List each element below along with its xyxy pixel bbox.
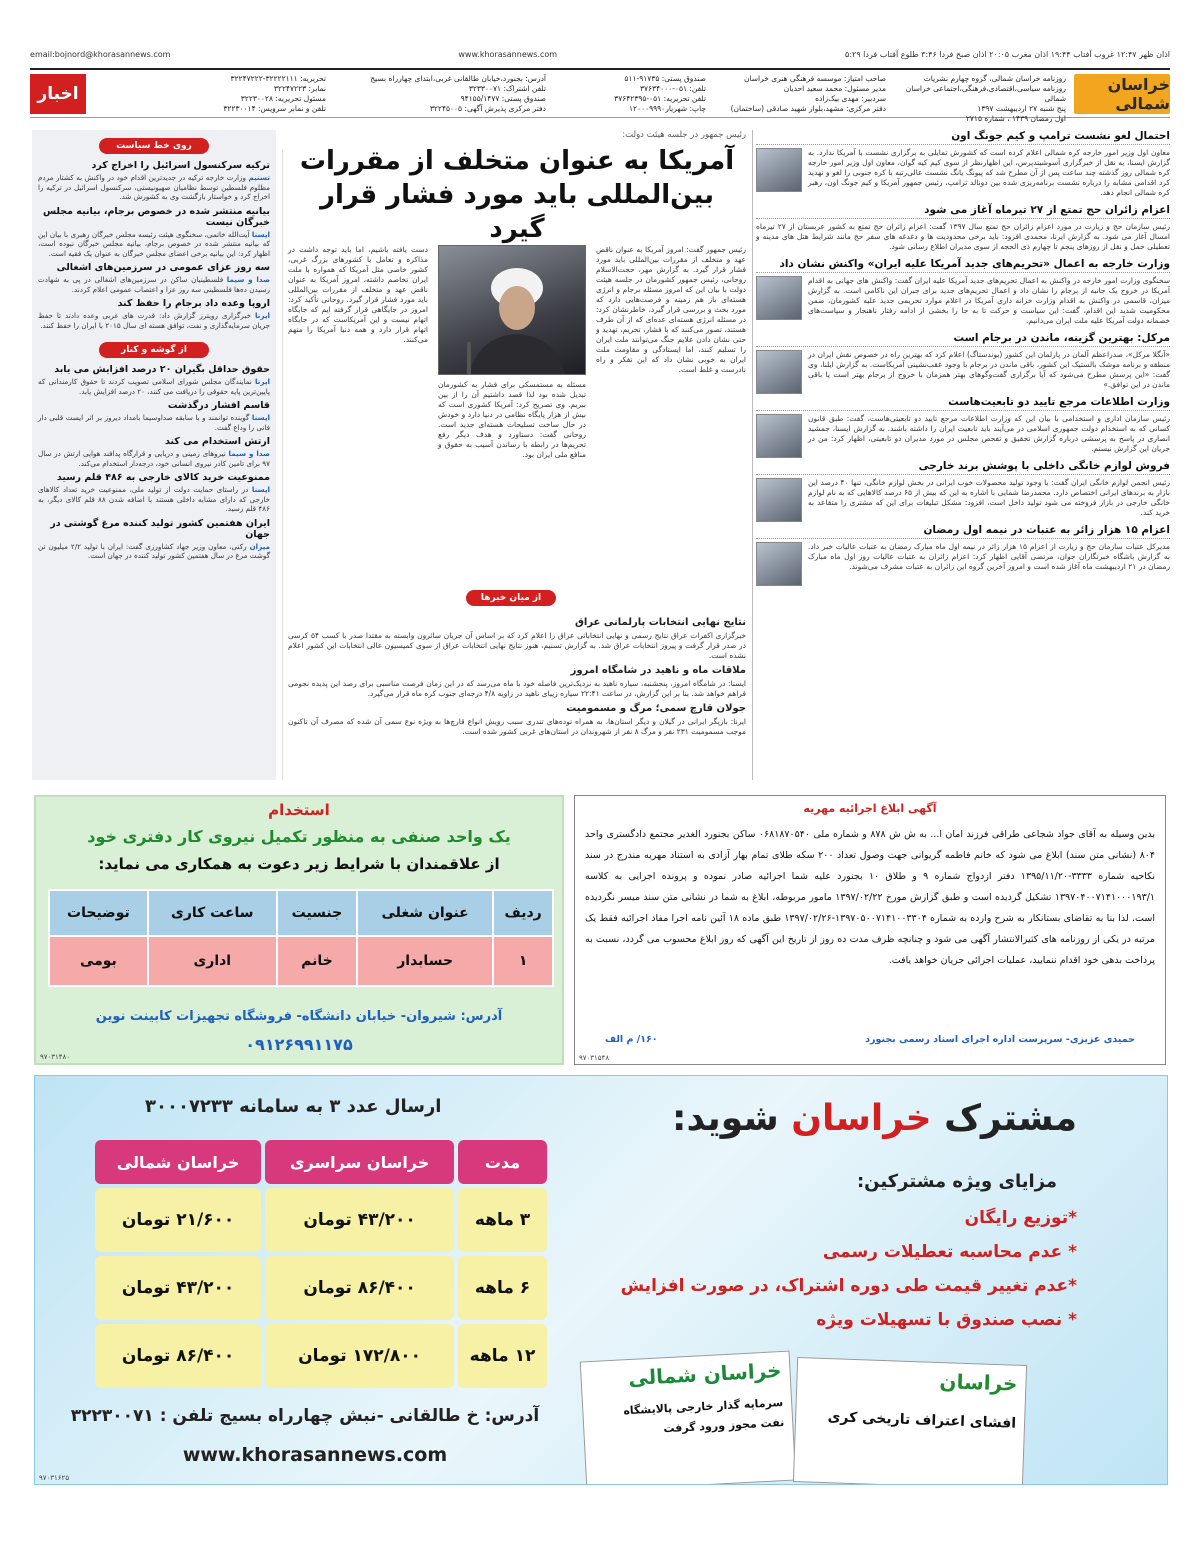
lead-body-mid: مسئله به مستمسکی برای فشار به کشورمان تبدیل شده بود لذا قصد داشتیم آن را از بین ببریم. وی تصریح کرد: آمریکا کشوری است که بیش از هزار پایگاه نظامی در دنیا دارد و خودش در حال ساخت تسلیحات هسته‌ای جدید است. روحانی گفت: دستاورد و هدف دیگر رفع تحریم‌ها در رابطه با رساندن آسیب به حقوق و منافع ملی ایران بود. [438, 380, 586, 459]
brief-item [32, 472, 276, 518]
news-body [756, 276, 1170, 326]
top-site[interactable]: www.khorasannews.com [458, 50, 558, 59]
news-photo [756, 478, 802, 522]
brief-text: گوینده توانمند و با سابقه صداوسیما بامداد دیروز بر اثر ایست قلبی دار فانی را وداع گفت. [38, 413, 270, 432]
brief-item [32, 518, 276, 565]
hiring-ad [34, 795, 564, 1065]
news-body [756, 350, 1170, 390]
news-body-text: «آنگلا مرکل»، صدراعظم آلمان در پارلمان این کشور (بوندستاگ) اعلام کرد که بهترین راه در خصوص نقش ایران در منطقه و برنامه موشک بالستیک این کشور، باقی ماندن در برجام با وجود عقب‌نشینی آمریکاست. به گزارش ایلنا، وی گفت: «این پرسش مطرح می‌شود که آیا برگزاری گفت‌وگوهای بهتر همزمان با خروج از برجام بهتر است یا باقی ماندن در این توافق.» [808, 350, 1170, 389]
price-cell: ۸۶/۴۰۰ تومان [265, 1256, 454, 1320]
news-body-text: رئیس سازمان اداری و استخدامی با بیان این که وزارت اطلاعات مرجع تایید دو تابعیتی‌هاست، گفت: طبق قانون کسانی که به استخدام دولت جمهوری اسلامی در می‌آیند باید تابعیت ایران را داشته باشند. به گزارش ایسنا، جمشید انصاری در پاسخ به پرسشی درباره گزارش تحقیق و تفحص مجلس در مورد مدیران دو تابعیتی، اظهار کرد: من در جریان این گزارش نیستم. [808, 414, 1170, 453]
hiring-address: آدرس: شیروان- خیابان دانشگاه- فروشگاه تجهیزات کابینت نوین [95, 1009, 503, 1024]
news-item [756, 332, 1170, 390]
brief-source: ایرنا [254, 377, 270, 386]
brief-title[interactable]: حقوق حداقل بگیران ۲۰ درصد افزایش می یابد [54, 364, 270, 375]
notice-title: آگهی ابلاغ اجرائیه مهریه [803, 802, 937, 815]
brief-item [32, 298, 276, 334]
subscription-website[interactable]: www.khorasannews.com [182, 1444, 448, 1466]
lead-headline[interactable]: آمریکا به عنوان متخلف از مقررات بین‌المللی باید مورد فشار قرار گیرد [299, 146, 735, 244]
hiring-header: ردیف [493, 890, 553, 936]
hiring-cell: خانم [277, 936, 357, 986]
brief-body [38, 449, 270, 468]
paper-head: خراسان شمالی [627, 1358, 783, 1391]
brief-title[interactable]: بیانیه منتشر شده در خصوص برجام، بیانیه مجلس خبرگان نیست [42, 205, 270, 228]
benefit-item: * عدم محاسبه تعطیلات رسمی [822, 1242, 1077, 1262]
hiring-header: ساعت کاری [148, 890, 277, 936]
news-body [756, 542, 1170, 572]
brief-source: ایسنا [251, 229, 270, 239]
brief-body [38, 542, 270, 561]
masthead-info-4: آدرس: بجنورد،خیابان طالقانی غربی،ابتدای چهارراه بسیج تلفن اشتراک: ۳۲۳۳۰۰۷۱ صندوق پستی: ۹۴۱۵۵/۱۴۷۷ دفتر مرکزی پذیرش آگهی: ۳۲۲۴۵۰۰۵ [370, 74, 546, 113]
midnews-body: ایرنا: بازیگر ایرانی در گیلان و دیگر استان‌ها، به همراه توده‌های تندری سبب رویش انواع قارچ‌ها به ویژه نوع سمی آن شده که مصرف آن تاکنون موجب مسمومیت ۲۳۱ نفر و مرگ ۸ نفر از شهروندان در استان‌های غربی کشور شده است. [288, 717, 746, 736]
top-info-bar [30, 50, 1170, 66]
brief-text: وزارت خارجه ترکیه در جدیدترین اقدام خود در واکنش به کشتار مردم مظلوم فلسطین توسط نظامیان صهیونیستی، سرکنسول اسرائیل در ترکیه را اخراج کرد و خواستار بازگشت وی به کشورش شد. [38, 173, 270, 201]
brief-text: خبرگزاری رویترز گزارش داد: قدرت های غربی وعده دادند تا حفظ جریان سرمایه‌گذاری و نفت، توافق هسته ای سال ۲۰۱۵ با ایران را حفظ کنند. [38, 311, 270, 330]
price-cell: ۱۷۲/۸۰۰ تومان [265, 1324, 454, 1388]
news-body [756, 222, 1170, 252]
paper-headline: نفت مجوز ورود گرفت [663, 1415, 785, 1436]
news-item [756, 258, 1170, 326]
masthead [30, 68, 1170, 123]
news-body [756, 414, 1170, 454]
midnews-body: خبرگزاری اکفرات عراق نتایج رسمی و نهایی انتخاباتی عراق را اعلام کرد که بر اساس آن جریان سائرون وابسته به مقتدا صدر با کسب ۵۴ کرسی در صدر قرار گرفت و پیروز انتخابات عراق شد. به گزارش تسنیم، هنوز نتایج نهایی انتخابات عراق از سوی کمیسیون عالی انتخابات این کشور اعلام نشده است. [288, 631, 746, 660]
price-cell: ۲۱/۶۰۰ تومان [95, 1188, 261, 1252]
brief-item [32, 262, 276, 298]
news-photo [756, 414, 802, 458]
price-cell: ۳ ماهه [458, 1188, 547, 1252]
news-item [756, 204, 1170, 252]
price-header: مدت [458, 1140, 547, 1184]
paper-headline: افشای اعتراف تاریخی کری [827, 1409, 1017, 1432]
price-header: خراسان سراسری [265, 1140, 454, 1184]
right-news-column [756, 130, 1170, 780]
brief-source: ایرنا [254, 311, 270, 320]
hiring-line-2: از علاقمندان با شرایط زیر دعوت به همکاری می نماید: [98, 855, 500, 873]
column-divider [752, 130, 753, 780]
price-cell: ۸۶/۴۰۰ تومان [95, 1324, 261, 1388]
paper-headline: سرمایه گذار خارجی پالایشگاه [623, 1396, 784, 1418]
notice-signature-row [605, 1034, 1135, 1045]
brief-text: آیت‌الله خاتمی، سخنگوی هیئت رئیسه مجلس خبرگان رهبری با بیان این که بیانیه منتشر شده در خصوص برجام، بیانیه مجلس خبرگان نبوده است، اظهار کرد: این بیانیه برخی اعضای مجلس خبرگان به عنوان یک فقیه است. [38, 229, 270, 258]
benefit-item: * نصب صندوق با تسهیلات ویژه [816, 1310, 1077, 1330]
brief-body [38, 485, 270, 514]
news-item [756, 130, 1170, 198]
news-title[interactable]: اعزام ۱۵ هزار زائر به عتبات در نیمه اول رمضان [756, 524, 1170, 539]
notice-body: بدین وسیله به آقای جواد شجاعی طراقی فرزند امان ا... به ش ش ۸۷۸ و شماره ملی ۰۶۸۱۸۷۰۵۴۰ ساکن بجنورد الغدیر مجتمع دادگستری واحد ۸۰۴ (نشانی متن سند) ابلاغ می شود که خانم فاطمه گریوانی جهت وصول تعداد ۲۰۰ سکه طلای تمام بهار آزادی به استناد مهریه مندرج در سند نکاحیه شماره ۳۳۳۳-۱۳۹۵/۱۱/۲۰ دفتر ازدواج شماره ۹ و طلاق ۱۰ بجنورد علیه شما اجرائیه صادر نموده و پرونده اجرایی به کلاسه ۱۳۹۷۰۴۰۰۷۱۴۱۰۰۰۱۹۳/۱ تشکیل گردیده است و طبق گزارش مورخ ۱۳۹۷/۰۲/۲۲ مامور مربوطه، ابلاغ به شما در نشانی متن سند میسر نگردیده است. لذا بنا به تقاضای بستانکار به شرح وارده به شماره ۱۳۹۷۰۵۰۰۷۱۴۱۰۰۳۳۰۴-۱۳۹۷/۰۲/۲۶ طبق ماده ۱۸ آئین نامه اجرا مفاد اجرائیه فقط یک مرتبه در یکی از روزنامه های کثیرالانتشار آگهی می شود و چنانچه ظرف مدت ده روز از تاریخ این آگهی که روز ابلاغ محسوب می گردد، نسبت به پرداخت بدهی خود اقدام ننمایید، عملیات اجرائی جریان خواهد یافت. [585, 829, 1155, 966]
brief-body [38, 230, 270, 259]
lead-kicker: رئیس جمهور در جلسه هیئت دولت: [622, 130, 746, 140]
politics-badge: روی خط سیاست [99, 138, 209, 154]
news-title[interactable]: اعزام زائران حج تمتع از ۲۷ تیرماه آغاز می شود [756, 204, 1170, 219]
brief-text: نیروهای زمینی و دریایی و قرارگاه پدافند هوایی ارتش در سال ۹۷ برای تامین کادر نیروی انسانی خود، درجه‌دار استخدام می‌کند. [38, 449, 270, 468]
brief-item [32, 206, 276, 263]
masthead-info-5: تحریریه: ۳۲۲۲۲۱۱۱-۳۲۲۴۷۲۲۲ نمابر: ۳۲۲۴۷۲۲۳ مسئول تحریریه: ۳۲۲۳۰۰۲۸ تلفن و نمابر سرویس: ۳۲۲۳۰۰۱۴ [223, 74, 326, 113]
news-item [756, 524, 1170, 572]
left-briefs-column [32, 130, 276, 780]
news-photo [756, 350, 802, 394]
ad-code: ۹۷۰۳۱۵۴۸ [579, 1054, 610, 1062]
brand-name: خراسان [791, 1098, 932, 1139]
brief-title[interactable]: ارتش استخدام می کند [164, 436, 270, 447]
hiring-table [48, 889, 554, 987]
sms-instruction: ارسال عدد ۳ به سامانه ۳۰۰۰۷۲۳۳ [145, 1096, 442, 1117]
brief-text: رکنی، معاون وزیر جهاد کشاورزی گفت: ایران با تولید ۲/۲ میلیون تن گوشت مرغ در سال هفتمین کشور تولید کننده در جهان است. [38, 541, 270, 560]
news-item [756, 396, 1170, 454]
top-times: اذان ظهر ۱۲:۴۷ غروب آفتاب ۱۹:۴۴ اذان مغرب ۲۰:۰۵ اذان صبح فردا ۳:۴۶ طلوع آفتاب فردا ۵:۲۹ [845, 50, 1170, 59]
brief-text: فلسطینیان ساکن در سرزمین‌های اشغالی در پی به شهادت رسیدن ده‌ها فلسطینی سه روز عزا و اعتصاب عمومی اعلام کردند. [38, 275, 270, 294]
newspaper-logo: خراسان شمالی [1074, 74, 1170, 114]
news-body-text: معاون اول وزیر امور خارجه کره شمالی اعلام کرده است که کشورش تمایلی به برگزاری نشست با آمریکا ندارد. به گزارش ایسنا، به نقل از خبرگزاری آسوشیتدپرس، این اظهارنظر از سوی کیم کیه گوان، معاون اول وزیر امور خارجه کره شمالی روز گذشته چند ساعت پس از آن مطرح شد که پیونگ یانگ نشست عالی‌رتبه با کره جنوبی را لغو و تهدید کرد اقدامی مشابه را درباره نشست برنامه‌ریزی شده بین دونالد ترامپ، رئیس جمهور آمریکا و کیم جونگ اون، رهبر کره شمالی انجام دهد. [808, 148, 1170, 197]
notice-sign-code: ۱۶۰/ م الف [605, 1034, 658, 1045]
price-table [91, 1136, 551, 1392]
brief-source: صدا و سیما [226, 275, 270, 284]
news-title[interactable]: وزارت اطلاعات مرجع تایید دو تابعیت‌هاست [756, 396, 1170, 411]
midnews-title[interactable]: ملاقات ماه و ناهید در شامگاه امروز [570, 665, 746, 676]
news-title[interactable]: وزارت خارجه به اعمال «تحریم‌های جدید آمریکا علیه ایران» واکنش نشان داد [756, 258, 1170, 273]
brief-source: ایسنا [251, 485, 270, 494]
brief-text: در راستای حمایت دولت از تولید ملی، ممنوعیت خرید تعداد کالاهای خارجی که دارای مشابه داخلی هستند با اضافه شدن ۸۸ قلم کالای دیگر، به ۴۸۶ قلم رسید. [38, 485, 270, 513]
paper-head: خراسان [939, 1369, 1018, 1396]
brief-source: صدا و سیما [228, 449, 270, 458]
brief-body [38, 311, 270, 330]
lead-story [288, 130, 746, 780]
hiring-cell: ۱ [493, 936, 553, 986]
news-photo [756, 148, 802, 192]
benefit-item: *عدم تغییر قیمت طی دوره اشتراک، در صورت افزایش [620, 1276, 1077, 1296]
subscription-ad [34, 1075, 1168, 1485]
midnews-body: ایسنا: در شامگاه امروز، پنجشنبه، سیاره ناهید به نزدیک‌ترین فاصله خود با ماه می‌رسد که در این زمان فرصت مناسبی برای رصد این پدیده نجومی فراهم خواهد شد. بنا بر این گزارش، در ساعت ۲۲:۴۱ سیاره زیبای ناهید در زاویه ۴/۸ درجه‌ای جنوب کره ماه قرار می‌گیرد. [288, 679, 746, 698]
brief-source: ایسنا [251, 413, 270, 422]
news-body-text: رئیس سازمان حج و زیارت در مورد اعزام زائران حج تمتع سال ۱۳۹۷ گفت: اعزام زائران حج تمتع به کشور عربستان از ۲۷ تیرماه امسال آغاز می شود. به گزارش ایرنا، محمدی افزود: باید برخی محدودیت ها و دغدغه های سفر حج مانند شرایط هتل های مدینه و تعطیلی حمل و نقل از روزهای پنجم تا چهارم ذی الحجه از سوی مدیران اطلاع رسانی شود. [756, 222, 1171, 251]
subscription-address: آدرس: خ طالقانی -نبش چهارراه بسیج تلفن : ۳۲۲۳۰۰۷۱ [70, 1406, 540, 1426]
price-cell: ۶ ماهه [458, 1256, 547, 1320]
masthead-info-1: روزنامه خراسان شمالی، گروه چهارم نشریات روزنامه سیاسی،اقتصادی،فرهنگی،اجتماعی خراسان شمالی پنج شنبه ۲۷ اردیبهشت ۱۳۹۷ اول رمضان ۱۴۳۹ ، شماره ۲۷۱۵ [905, 74, 1066, 123]
brief-body [38, 377, 270, 396]
hiring-cell: اداری [148, 936, 277, 986]
midnews-list [288, 613, 746, 737]
brief-body [38, 275, 270, 294]
hiring-header: عنوان شغلی [357, 890, 493, 936]
masthead-info-3: صندوق پستی: ۹۱۷۳۵-۵۱۱ تلفن: ۰۵۱-۳۷۶۳۴۰۰۰ تلفن تحریریه: ۰۵۱-۳۷۶۴۲۳۹۵ چاپ: شهریار۱۲۰۰۰۹۹۹۰ [614, 74, 706, 113]
brief-title[interactable]: ترکیه سرکنسول اسرائیل را اخراج کرد [91, 160, 270, 171]
title-part-a: مشترک [931, 1098, 1077, 1139]
paper-thumbnail-north [580, 1351, 797, 1485]
midnews-title[interactable]: نتایج نهایی انتخابات پارلمانی عراق [574, 617, 746, 628]
news-title[interactable]: فروش لوازم خانگی داخلی با پوشش برند خارجی [756, 460, 1170, 475]
brief-title[interactable]: ممنوعیت خرید کالای خارجی به ۴۸۶ قلم رسید [56, 472, 270, 483]
benefits-heading: مزایای ویژه مشترکین: [856, 1171, 1057, 1192]
benefit-item: *توزیع رایگان [964, 1208, 1077, 1228]
brief-source: تسنیم [248, 173, 270, 182]
hiring-cell: بومی [49, 936, 148, 986]
brief-source: میزان [249, 541, 270, 551]
news-title[interactable]: احتمال لغو نشست ترامپ و کیم جونگ اون [756, 130, 1170, 145]
news-body [756, 148, 1170, 198]
paper-thumbnail-main [793, 1357, 1027, 1485]
brief-body [38, 413, 270, 432]
news-title[interactable]: مرکل: بهترین گزینه، ماندن در برجام است [756, 332, 1170, 347]
brief-title[interactable]: ایران هفتمین کشور تولید کننده مرغ گوشتی در جهان [50, 517, 270, 540]
hiring-title: استخدام [268, 801, 330, 819]
top-email[interactable]: email:bojnord@khorasannews.com [30, 50, 171, 59]
lead-body-right: رئیس جمهور گفت: امروز آمریکا به عنوان ناقض عهد و متخلف از مقررات بین‌المللی باید مورد فشار قرار گیرد. به گزارش مهر، حجت‌الاسلام روحانی، رئیس جمهور کشورمان در جلسه هیئت دولت با بیان این که امروز مسئله برجام و انرژی هسته‌ای باز هم زمینه و فرصت‌هایی دارد که مورد بحث و بررسی قرار گیرد، خاطرنشان کرد: در مسئله انرژی هسته‌ای عده‌ای که از آن طرف هستند، تصور می‌کنند که با فشار، تحریم، تهدید و حتی نشان دادن علایم جنگ می‌توانند ملت ایران را تسلیم کنند، اما ایستادگی و مقاومت ملت ایران به خوبی نشان داد که این تفکر و راه نادرست و غلط است. [596, 245, 746, 374]
hiring-cell: حسابدار [357, 936, 493, 986]
column-divider [282, 150, 283, 780]
brief-title[interactable]: اروپا وعده داد برجام را حفظ کند [117, 298, 270, 309]
brief-title[interactable]: سه روز عزای عمومی در سرزمین‌های اشغالی [56, 262, 270, 273]
lead-body-left: دست یافته باشیم، اما باید توجه داشت در مذاکره و تعامل با کشورهای بزرگ غربی، کشور خاصی مثل آمریکا که همواره با ملت ایران تخاصم داشته، امروز آمریکا به عنوان ناقض عهد و متخلف از مقررات بین‌المللی باید مورد فشار قرار گیرد. روحانی تأکید کرد: امروز در جایگاهی قرار گرفته ایم که جایگاه اتهام نیست و این آمریکاست که در جایگاه اتهام قرار دارد و همه دنیا آمریکا را متهم می‌کنند. [288, 245, 428, 344]
brief-item [32, 436, 276, 472]
price-cell: ۴۳/۲۰۰ تومان [265, 1188, 454, 1252]
price-cell: ۱۲ ماهه [458, 1324, 547, 1388]
news-body-text: مدیرکل عتبات سازمان حج و زیارت از اعزام ۱۵ هزار زائر در نیمه اول ماه مبارک رمضان به عتبات عالیات خبر داد. به گزارش باشگاه خبرنگاران جوان، مرتضی آقایی اظهار کرد: اعزام زائران به عتبات عالیات روز اول ماه مبارک رمضان در ۲۱ اردیبهشت ماه آغاز شده است و امروز آخرین گروه این زائران به عتبات مشرف می‌شوند. [808, 542, 1170, 571]
brief-body [38, 173, 270, 202]
brief-item [32, 400, 276, 436]
legal-notice [574, 795, 1166, 1065]
hiring-line-1: یک واحد صنفی به منظور تکمیل نیروی کار دفتری خود [87, 827, 511, 846]
news-body [756, 478, 1170, 518]
misc-badge: از گوشه و کنار [99, 342, 209, 358]
hiring-header: توضیحات [49, 890, 148, 936]
price-header: خراسان شمالی [95, 1140, 261, 1184]
news-photo [756, 276, 802, 320]
news-photo [756, 542, 802, 586]
politics-briefs [32, 160, 276, 334]
hiring-header: جنسیت [277, 890, 357, 936]
news-body-text: رئیس انجمن لوازم خانگی ایران گفت: با وجود تولید محصولات خوب ایرانی در بخش لوازم خانگی، تنها ۴۰ درصد این بازار به برندهای ایرانی اختصاص دارد. محمدرضا شمایی با اشاره به این که بیش از ۶۵ درصد کالاهایی که به نام لوازم خانگی خارجی در بازار فروخته می شود تولید داخل است، افزود: مشکل تبلیغات برای این که مشتری را متقاعد به خرید کند. [808, 478, 1170, 517]
misc-briefs [32, 364, 276, 565]
midnews-badge: از میان خبرها [466, 590, 556, 606]
section-label: اخبار [30, 74, 86, 114]
news-body-text: سخنگوی وزارت امور خارجه در واکنش به اعمال تحریم‌های جدید آمریکا علیه ایران گفت: واکنش های جهانی به اقدام آمریکا در خروج یک جانبه از برجام را نشان داد و اعمال تحریم‌های جدید برای جبران این ناکامی است. به گزارش میزان، قاسمی در واکنش به اقدام وزارت خزانه داری آمریکا در اعلام موارد تحریمی جدید علیه کشورمان، ضمن محکومیت شدید این اقدام، گفت: این سیاست و حرکت تا به جا را بخشی از ادامه رفتار ناهنجار و سیاست‌های خصمانه دولت آمریکا علیه ملت ایران می‌دانیم. [808, 276, 1170, 325]
notice-signature: حمیدی عزیزی- سرپرست اداره اجرای اسناد رسمی بجنورد [865, 1034, 1135, 1045]
subscription-title [672, 1098, 1077, 1139]
brief-title[interactable]: قاسم افشار درگذشت [167, 400, 270, 411]
rouhani-photo [438, 245, 586, 375]
masthead-info-2: صاحب امتیاز: موسسه فرهنگی هنری خراسان مدیر مسئول: محمد سعید احدیان سردبیر: مهدی بیک‌زاده دفتر مرکزی: مشهد،بلوار شهید صادقی (ساختمان) [730, 74, 886, 113]
ad-code: ۹۷۰۳۱۴۸۰ [40, 1053, 71, 1061]
brief-item [32, 364, 276, 400]
brief-text: نمایندگان مجلس شورای اسلامی تصویب کردند تا حقوق کارمندانی که پایین‌ترین پایه حقوقی را دریافت می کنند، ۲۰ درصد افزایش یابد. [38, 377, 270, 396]
midnews-title[interactable]: جولان قارچ سمی؛ مرگ و مسمومیت [566, 703, 746, 714]
price-cell: ۴۳/۲۰۰ تومان [95, 1256, 261, 1320]
hiring-phone[interactable]: ۰۹۱۲۶۹۹۱۱۷۵ [245, 1035, 353, 1054]
portrait-icon [439, 246, 585, 374]
ad-code: ۹۷۰۳۱۶۲۵ [39, 1474, 70, 1482]
title-part-b: شوید: [672, 1098, 792, 1139]
brief-item [32, 160, 276, 206]
news-item [756, 460, 1170, 518]
